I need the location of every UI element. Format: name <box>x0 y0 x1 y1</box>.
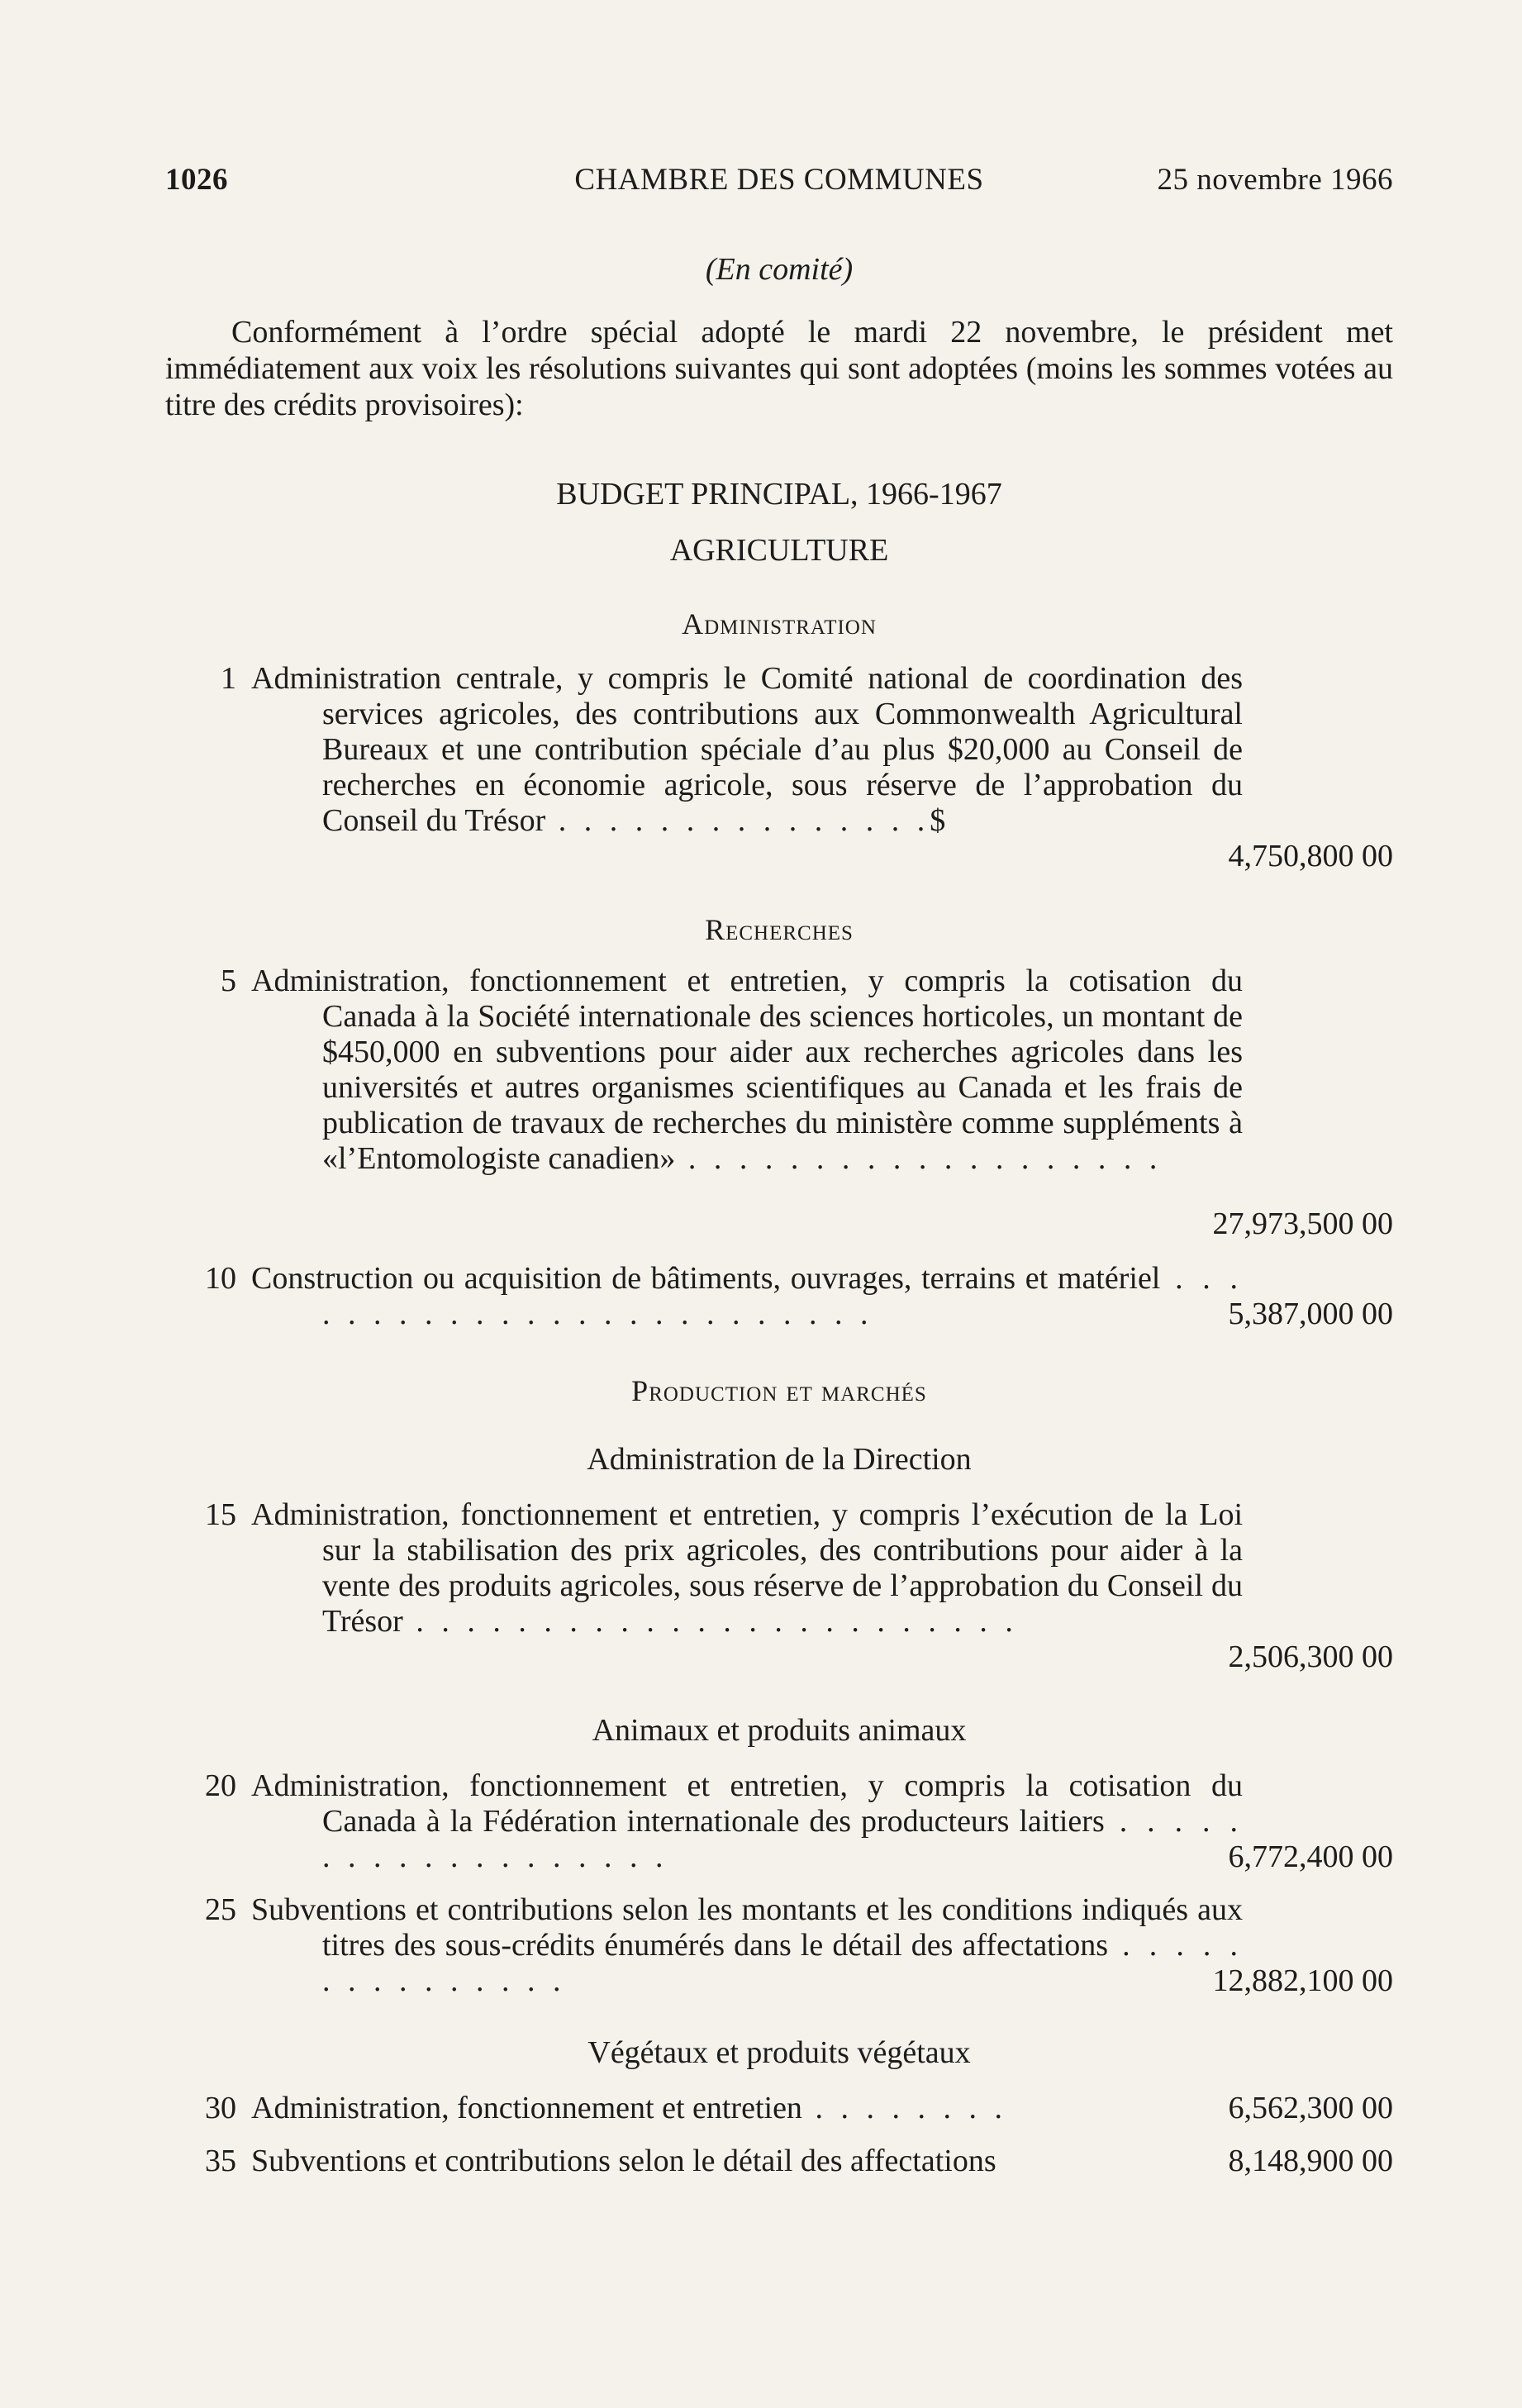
section-heading-administration: Administration <box>682 607 877 640</box>
dot-leader: . . . . . . . . . . . . . . . . . . . . . . . . <box>402 1604 1018 1639</box>
vote-number: 15 <box>205 1497 236 1532</box>
vote-description: Administration, fonctionnement et entretien, y compris la cotisation du Canada à la Société internationale des sciences horticoles, un montant de $450,000 en subventions pour aider aux recherches agricoles dans les universités et autres organismes scientifiques au Canada et les frais de publication de travaux de recherches du ministère comme suppléments à «l’Entomologiste canadien» . . . . . . . . . . . . . . . . . . . <box>251 964 1243 1176</box>
vote-amount: 12,882,100 00 <box>1212 1963 1393 1998</box>
dot-leader: . . . . . . . . . . . . . . . . . . . <box>322 1804 1244 1874</box>
vote-description: Administration, fonctionnement et entretien, y compris l’exécution de la Loi sur la stabilisation des prix agricoles, des contributions pour aider à la vente des produits agricoles, sous réserve de l’approbation du Conseil du Trésor . . . . . . . . . . . . . . . . . . . . . . . . <box>251 1497 1243 1639</box>
department-title: AGRICULTURE <box>669 533 889 568</box>
dot-leader: . . . . . . . . . . . . . . . . . . . <box>675 1141 1163 1176</box>
vote-number: 35 <box>205 2144 236 2178</box>
budget-title: BUDGET PRINCIPAL, 1966-1967 <box>556 477 1002 512</box>
vote-number: 10 <box>205 1261 236 1296</box>
vote-amount: 2,506,300 00 <box>1228 1639 1393 1674</box>
vote-amount: 4,750,800 00 <box>1228 839 1393 873</box>
vote-number: 5 <box>221 964 236 998</box>
vote-description: Subventions et contributions selon le détail des affectations <box>251 2144 996 2178</box>
vote-amount: 8,148,900 00 <box>1228 2144 1393 2178</box>
intro-paragraph: Conformément à l’ordre spécial adopté le mardi 22 novembre, le président met immédiatement aux voix les résolutions suivantes qui sont adoptées (moins les sommes votées au titre des crédits provisoires): <box>165 315 1393 422</box>
publication-date: 25 novembre 1966 <box>1157 163 1393 197</box>
page-number: 1026 <box>165 163 228 197</box>
dot-leader: . . . . . . . . . . . . . . . . . . . . . . . . . <box>322 1261 1243 1331</box>
vote-amount: 5,387,000 00 <box>1228 1297 1393 1331</box>
section-heading-production: Production et marchés <box>631 1374 927 1407</box>
running-header <box>165 162 1393 205</box>
subheading-vegetaux: Végétaux et produits végétaux <box>587 2035 971 2070</box>
committee-note: (En comité) <box>705 252 854 287</box>
vote-number: 1 <box>221 661 236 696</box>
subheading-animaux: Animaux et produits animaux <box>592 1713 967 1748</box>
vote-amount: 6,772,400 00 <box>1228 1839 1393 1874</box>
vote-description: Administration, fonctionnement et entretien, y compris la cotisation du Canada à la Fédération internationale des producteurs laitiers . . . . . . . . . . . . . . . . . . . <box>251 1768 1244 1874</box>
dot-leader: . . . . . . . . <box>801 2091 1007 2125</box>
vote-description: Construction ou acquisition de bâtiments, ouvrages, terrains et matériel . . . . . . . . . . . . . . . . . . . . . . . . . <box>251 1261 1243 1331</box>
vote-description: Administration centrale, y compris le Comité national de coordination des services agricoles, des contributions aux Commonwealth Agricultural Bureaux et une contribution spéciale d’au plus $20,000 au Conseil de recherches en économie agricole, sous réserve de l’approbation du Conseil du Trésor . . . . . . . . . . . . . . .$ <box>251 661 1243 838</box>
section-heading-recherches: Recherches <box>705 913 854 946</box>
vote-number: 30 <box>205 2091 236 2125</box>
vote-description: Subventions et contributions selon les montants et les conditions indiqués aux titres des sous-crédits énumérés dans le détail des affectations . . . . . . . . . . . . . . . <box>251 1892 1243 1998</box>
vote-amount: 6,562,300 00 <box>1228 2091 1393 2125</box>
vote-amount: 27,973,500 00 <box>1212 1206 1393 1241</box>
vote-number: 25 <box>205 1892 236 1927</box>
vote-description: Administration, fonctionnement et entretien . . . . . . . . <box>251 2091 1007 2125</box>
subheading-direction: Administration de la Direction <box>587 1442 972 1477</box>
vote-number: 20 <box>205 1768 236 1803</box>
publication-title: CHAMBRE DES COMMUNES <box>574 163 984 197</box>
dot-leader: . . . . . . . . . . . . . . .$ <box>545 803 951 838</box>
dot-leader: . . . . . . . . . . . . . . . <box>322 1928 1243 1998</box>
